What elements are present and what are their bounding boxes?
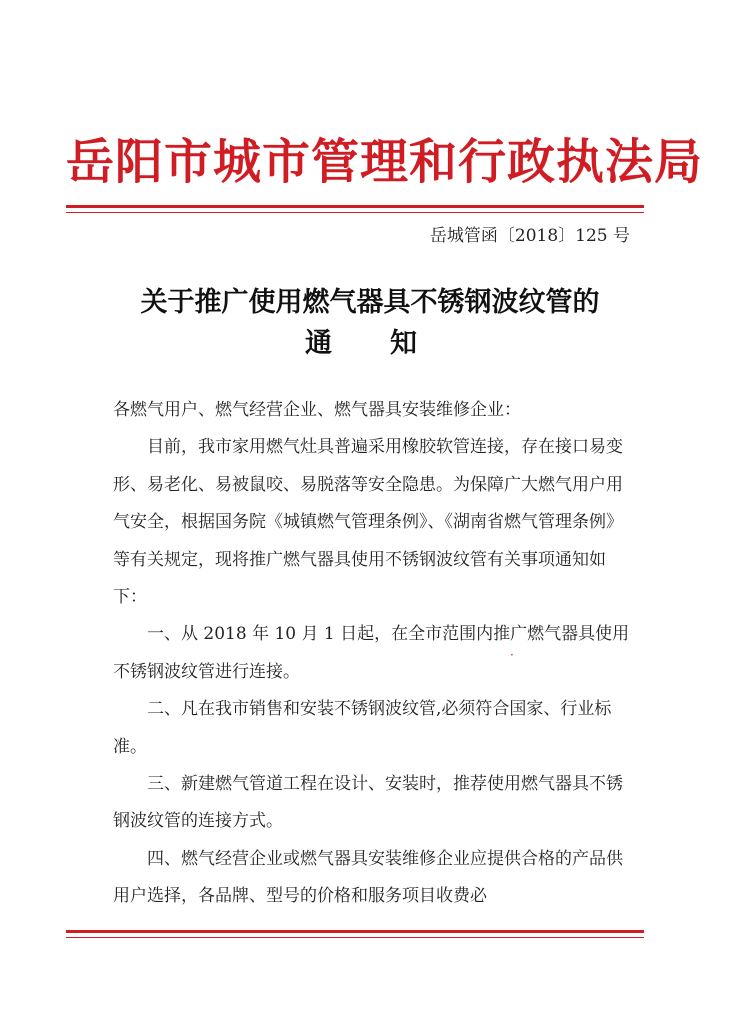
document-title: 关于推广使用燃气器具不锈钢波纹管的 (140, 287, 600, 318)
document-number: 岳城管函〔2018〕125 号 (429, 226, 630, 246)
body-paragraph: 四、燃气经营企业或燃气器具安装维修企业应提供合格的产品供用户选择，各品牌、型号的价格和服务项目收费必 (113, 848, 623, 907)
body-paragraph: 目前，我市家用燃气灶具普遍采用橡胶软管连接，存在接口易变形、易老化、易被鼠咬、易脱落等安全隐患。为保障广大燃气用户用气安全，根据国务院《城镇燃气管理条例》、《湖南省燃气管理条例》等有关规定，现将推广燃气器具使用不锈钢波纹管有关事项通知如下： (113, 437, 623, 608)
document-title-notice: 通知 (305, 328, 475, 359)
salutation: 各燃气用户、燃气经营企业、燃气器具安装维修企业： (113, 400, 521, 420)
footer-rule-thick (66, 930, 644, 933)
agency-header: 岳阳市城市管理和行政执法局 (66, 134, 704, 190)
seal-fragment-mark: · (510, 648, 514, 662)
header-rule-thin (66, 212, 644, 213)
body-paragraph: 一、从 2018 年 10 月 1 日起，在全市范围内推广燃气器具使用不锈钢波纹管进行连接。 (113, 624, 630, 682)
footer-rule-thin (66, 937, 644, 938)
document-body (113, 392, 633, 916)
body-paragraph: 三、新建燃气管道工程在设计、安装时，推荐使用燃气器具不锈钢波纹管的连接方式。 (113, 774, 623, 832)
header-rule-thick (66, 205, 644, 208)
body-paragraph: 二、凡在我市销售和安装不锈钢波纹管,必须符合国家、行业标准。 (113, 699, 612, 757)
